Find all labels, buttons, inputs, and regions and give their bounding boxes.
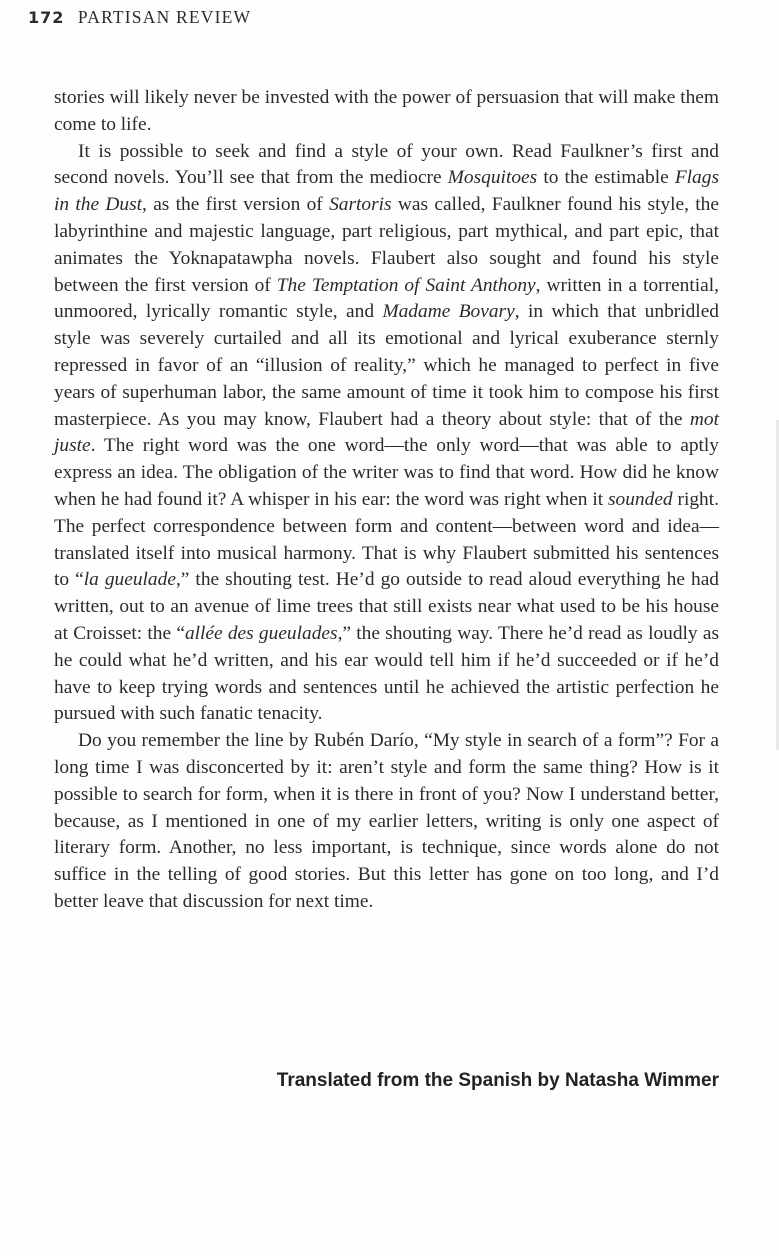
- paragraph-text: right. The perfect correspondence between form and content—between word and idea—translated itself into musical harmony. That is why Flaubert submitted his sentences to “: [54, 488, 719, 591]
- body-paragraph: [54, 139, 719, 729]
- journal-title: PARTISAN REVIEW: [77, 7, 252, 27]
- paragraph-text: ,” the shouting way. There he’d read as loudly as he could what he’d written, and his ear would tell him if he’d succeeded or if he’d have to keep trying words and sentences until he achieved the artistic perfection he pursued with such fanatic tenacity.: [54, 622, 720, 725]
- italic-title-text: Mosquitoes: [447, 167, 538, 189]
- paragraph-text: stories will likely never be invested with the power of persuasion that will make them come to life.: [54, 87, 719, 135]
- italic-title-text: Flags in the Dust: [54, 167, 719, 216]
- italic-title-text: Madame Bovary: [382, 301, 515, 323]
- translator-credit: Translated from the Spanish by Natasha Wimmer: [276, 1070, 719, 1091]
- paragraph-text: . The right word was the one word—the only word—that was able to aptly express an idea. The obligation of the writer was to find that word. How did he know when he had found it? A whisper in his ear: the word was right when it: [54, 435, 719, 510]
- page-number: 172: [28, 8, 65, 27]
- paragraph-text: ,” the shouting test. He’d go outside to read aloud everything he had written, out to an avenue of lime trees that still exists near what used to be his house at Croisset: the “: [54, 569, 719, 644]
- paragraph-text: , written in a torrential, unmoored, lyrically romantic style, and: [54, 274, 719, 323]
- body-paragraph: [54, 728, 719, 916]
- italic-title-text: sounded: [608, 488, 673, 510]
- paragraph-text: to the estimable: [537, 167, 675, 189]
- paragraph-text: , as the first version of: [142, 194, 330, 216]
- italic-title-text: The Temptation of Saint Anthony: [276, 274, 536, 296]
- italic-title-text: allée des gueulades: [184, 622, 338, 644]
- body-paragraph: [54, 85, 719, 139]
- italic-title-text: la gueulade: [83, 569, 176, 591]
- paragraph-text: Do you remember the line by Rubén Darío, “My style in search of a form”? For a long time I was disconcerted by it: aren’t style and form the same thing? How is it possible to search for form, when it is there in front of you? Now I understand better, because, as I mentioned in one of my earlier letters, writing is only one aspect of literary form. Another, no less important, is technique, since words alone do not suffice in the telling of good stories. But this letter has gone on too long, and I’d better leave that discussion for next time.: [54, 730, 719, 912]
- paragraph-text: was called, Faulkner found his style, the labyrinthine and majestic language, part religious, part mythical, and part epic, that animates the Yoknapatawpha novels. Flaubert also sought and found his style between the first version of: [54, 194, 719, 296]
- article-body: [54, 85, 719, 916]
- running-head: [28, 5, 251, 30]
- italic-title-text: mot juste: [54, 408, 719, 457]
- paragraph-text: It is possible to seek and find a style of your own. Read Faulkner’s first and second novels. You’ll see that from the mediocre: [54, 140, 719, 189]
- italic-title-text: Sartoris: [329, 194, 392, 216]
- paragraph-text: , in which that unbridled style was severely curtailed and all its emotional and lyrical exuberance sternly repressed in favor of an “illusion of reality,” which he managed to perfect in five years of superhuman labor, the same amount of time it took him to compose his first masterpiece. As you may know, Flaubert had a theory about style: that of the: [54, 301, 719, 430]
